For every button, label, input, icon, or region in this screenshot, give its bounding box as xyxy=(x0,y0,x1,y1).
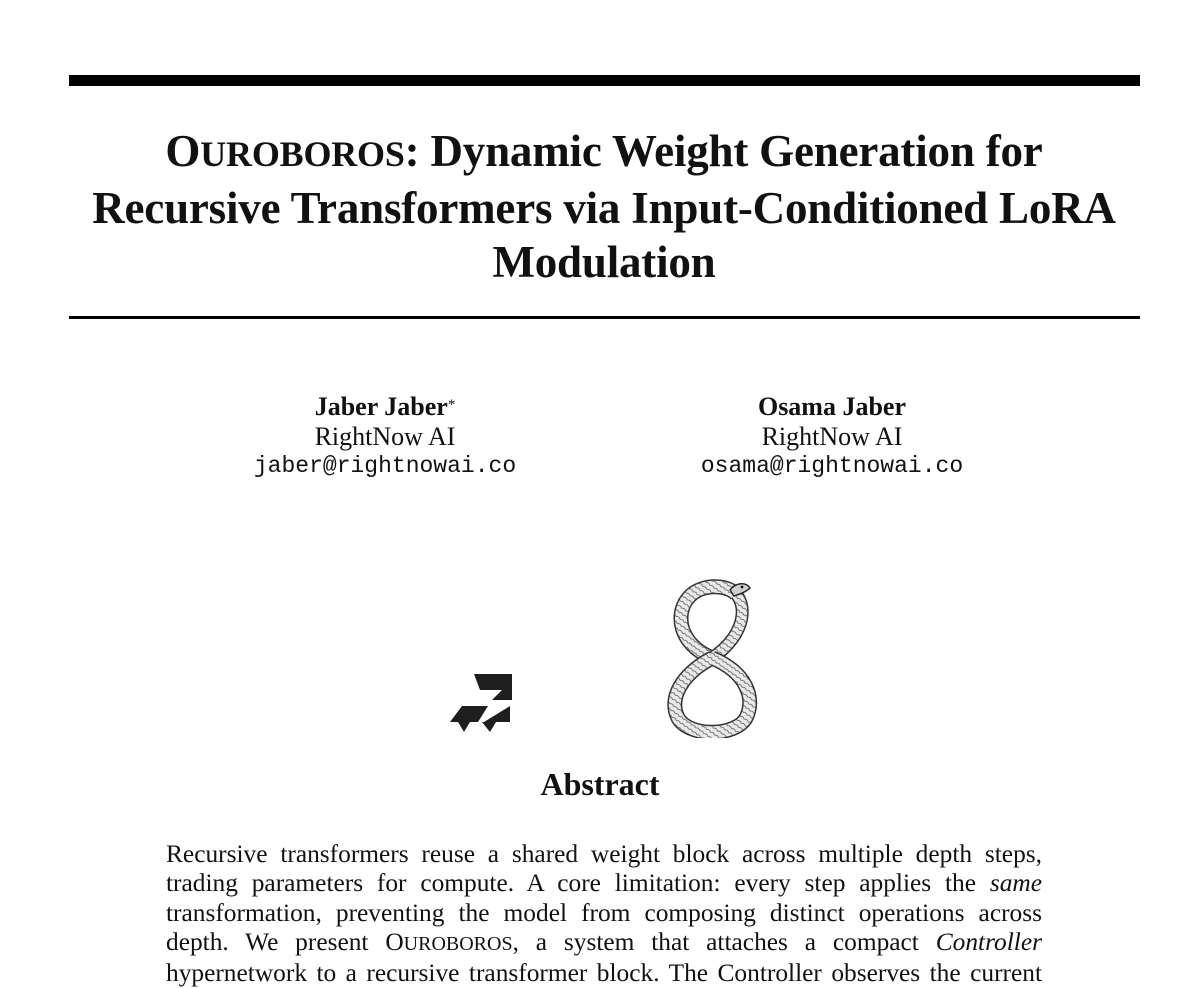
author-name-text: Jaber Jaber xyxy=(314,392,448,421)
author-name: Osama Jaber xyxy=(757,392,907,421)
author-email: osama@rightnowai.co xyxy=(700,453,964,479)
abstract-text xyxy=(166,840,1042,988)
author-block-2 xyxy=(622,392,1042,481)
author-affiliation: RightNow AI xyxy=(761,422,903,451)
abstract-emphasis: Controller xyxy=(935,927,1042,956)
title-line-2: Recursive Transformers via Input-Conditioned LoRA xyxy=(92,183,1116,233)
abstract-line: hypernetwork to a recursive transformer block. The Controller observes the current xyxy=(166,959,1042,988)
title-line-1 xyxy=(165,126,1042,176)
abstract-line xyxy=(166,928,1042,959)
title-name-initial: O xyxy=(165,126,201,176)
author-footnote-mark: * xyxy=(447,397,456,413)
title-name-smallcaps: UROBOROS xyxy=(200,134,405,174)
ouroboros-illustration xyxy=(660,578,764,738)
abstract-text-run: , a system that attaches a compact xyxy=(512,927,936,956)
abstract-name-smallcaps: UROBOROS xyxy=(403,932,513,955)
abstract-line xyxy=(166,869,1042,898)
title-line-1-rest: : Dynamic Weight Generation for xyxy=(404,126,1043,176)
abstract-name-initial: O xyxy=(385,927,404,956)
abstract-heading: Abstract xyxy=(540,766,660,802)
title-line-3: Modulation xyxy=(492,237,716,287)
author-block-1 xyxy=(175,392,595,481)
abstract-line: Recursive transformers reuse a shared weight block across multiple depth steps, xyxy=(166,840,1042,868)
abstract-text-run: depth. We present xyxy=(166,927,386,956)
title-top-rule xyxy=(69,75,1140,86)
rightnow-ai-logo xyxy=(450,670,516,736)
author-email: jaber@rightnowai.co xyxy=(253,453,517,479)
title-bottom-rule xyxy=(69,316,1140,319)
author-affiliation: RightNow AI xyxy=(314,422,456,451)
paper-title xyxy=(40,124,1168,289)
abstract-line: transformation, preventing the model from composing distinct operations across xyxy=(166,898,1042,927)
author-name xyxy=(175,392,595,422)
abstract-text-run: trading parameters for compute. A core limitation: every step applies the xyxy=(166,869,990,898)
abstract-emphasis: same xyxy=(989,869,1042,898)
